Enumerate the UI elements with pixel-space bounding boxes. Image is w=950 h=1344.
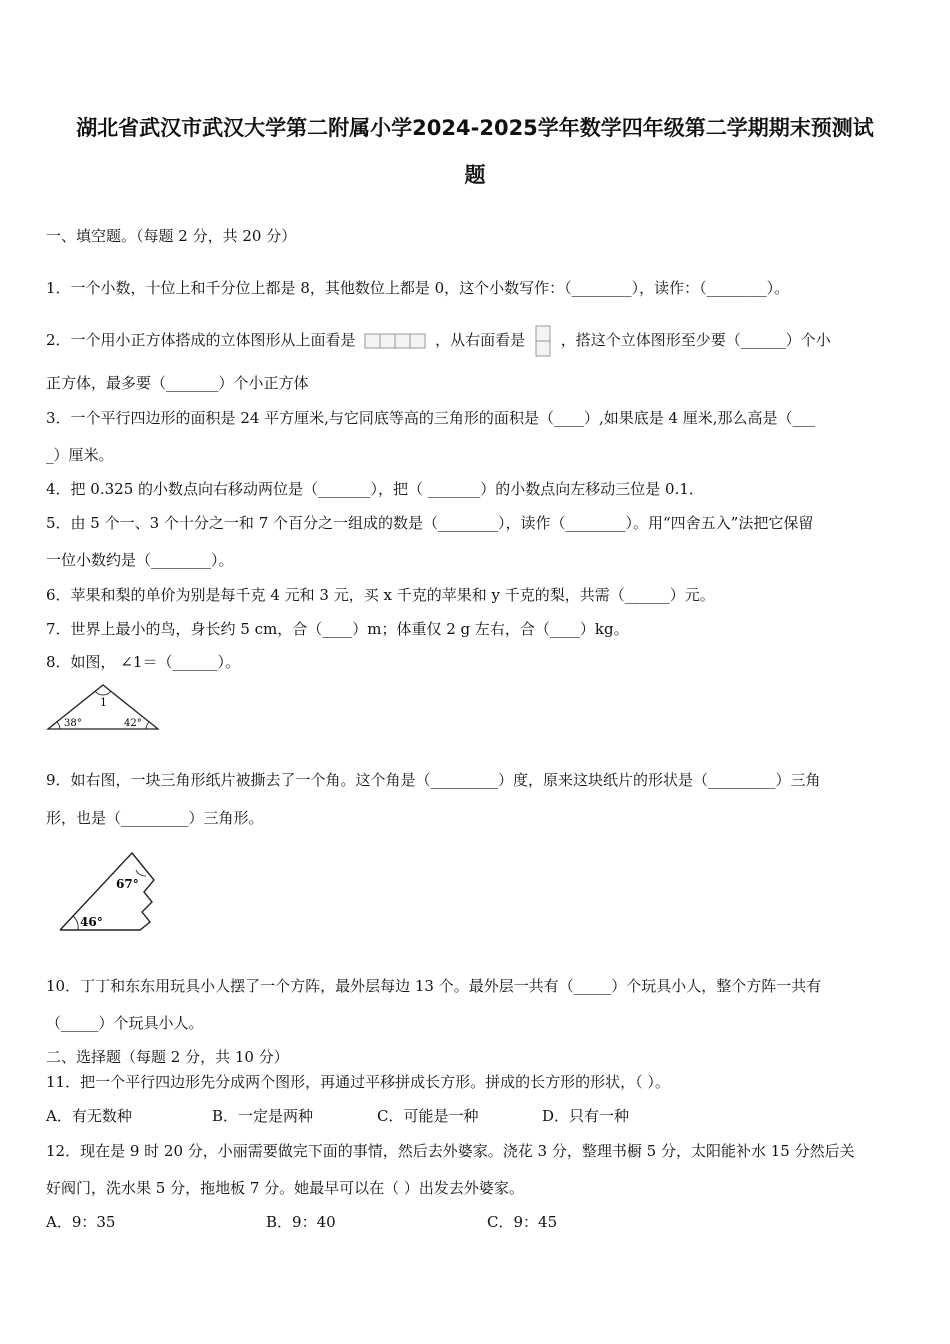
question-2-part-b: ，从右面看是 (435, 331, 526, 349)
q11-option-a[interactable]: A．有无数种 (46, 1107, 132, 1125)
question-5-line1: 5．由 5 个一、3 个十分之一和 7 个百分之一组成的数是（________），读作（________）。用“四舍五入”法把它保留 (46, 514, 814, 532)
page-title: 湖北省武汉市武汉大学第二附属小学2024-2025学年数学四年级第二学期期末预测试 (76, 116, 874, 140)
question-12-line2: 好阀门，洗水果 5 分，拖地板 7 分。她最早可以在（ ）出发去外婆家。 (46, 1179, 524, 1197)
q11-option-d[interactable]: D．只有一种 (542, 1107, 630, 1125)
q12-option-c[interactable]: C．9：45 (487, 1213, 558, 1231)
angle-1-label: 1 (100, 696, 107, 709)
triangle-figure-q8 (46, 682, 161, 732)
question-4: 4．把 0.325 的小数点向右移动两位是（_______），把（ _______）的小数点向左移动三位是 0.1． (46, 480, 704, 498)
question-6: 6．苹果和梨的单价为别是每千克 4 元和 3 元，买 x 千克的苹果和 y 千克的梨，共需（______）元。 (46, 586, 715, 604)
angle-38-label: 38° (64, 718, 82, 729)
question-2-part-c: ，搭这个立体图形至少要（______）个小 (560, 331, 831, 349)
q11-option-c[interactable]: C．可能是一种 (377, 1107, 479, 1125)
question-1: 1．一个小数，十位上和千分位上都是 8，其他数位上都是 0，这个小数写作：（________），读作：（________）。 (46, 279, 790, 297)
question-2-part-a: 2．一个用小正方体搭成的立体图形从上面看是 (46, 331, 356, 349)
q11-option-b[interactable]: B．一定是两种 (212, 1107, 314, 1125)
angle-42-label: 42° (124, 718, 142, 729)
question-7: 7．世界上最小的鸟，身长约 5 cm，合（____）m；体重仅 2 g 左右，合（____）kg。 (46, 620, 629, 638)
top-view-figure (364, 332, 426, 350)
question-9-line1: 9．如右图，一块三角形纸片被撕去了一个角。这个角是（_________）度，原来这块纸片的形状是（_________）三角 (46, 771, 821, 789)
question-8-angle: ∠1＝（______）。 (120, 653, 240, 671)
angle-46-label: 46° (80, 915, 103, 929)
section-heading-multiple-choice: 二、选择题（每题 2 分，共 10 分） (46, 1048, 289, 1066)
question-9-line2: 形，也是（_________）三角形。 (46, 809, 264, 827)
question-12-line1: 12．现在是 9 时 20 分，小丽需要做完下面的事情，然后去外婆家。浇花 3 分，整理书橱 5 分，太阳能补水 15 分然后关 (46, 1142, 855, 1160)
question-3-line2: _）厘米。 (46, 446, 114, 464)
section-heading-fill-blank: 一、填空题。（每题 2 分，共 20 分） (46, 227, 297, 245)
question-8-part-a: 8．如图， (46, 653, 116, 671)
question-2-line2: 正方体，最多要（_______）个小正方体 (46, 374, 309, 392)
q12-option-a[interactable]: A．9：35 (46, 1213, 116, 1231)
question-2-line1 (46, 325, 831, 357)
page-title-continued: 题 (464, 163, 486, 187)
torn-triangle-figure-q9 (56, 850, 166, 935)
q12-option-b[interactable]: B．9：40 (266, 1213, 336, 1231)
question-10-line1: 10．丁丁和东东用玩具小人摆了一个方阵，最外层每边 13 个。最外层一共有（_____）个玩具小人，整个方阵一共有 (46, 977, 822, 995)
question-8 (46, 652, 240, 672)
question-5-line2: 一位小数约是（________）。 (46, 551, 234, 569)
question-3-line1: 3．一个平行四边形的面积是 24 平方厘米,与它同底等高的三角形的面积是（____）,如果底是 4 厘米,那么高是（___ (46, 409, 816, 427)
right-view-figure (534, 325, 552, 357)
angle-67-label: 67° (116, 877, 139, 891)
question-10-line2: （_____）个玩具小人。 (46, 1014, 204, 1032)
question-11: 11．把一个平行四边形先分成两个图形，再通过平移拼成长方形。拼成的长方形的形状，（ ）。 (46, 1073, 670, 1091)
